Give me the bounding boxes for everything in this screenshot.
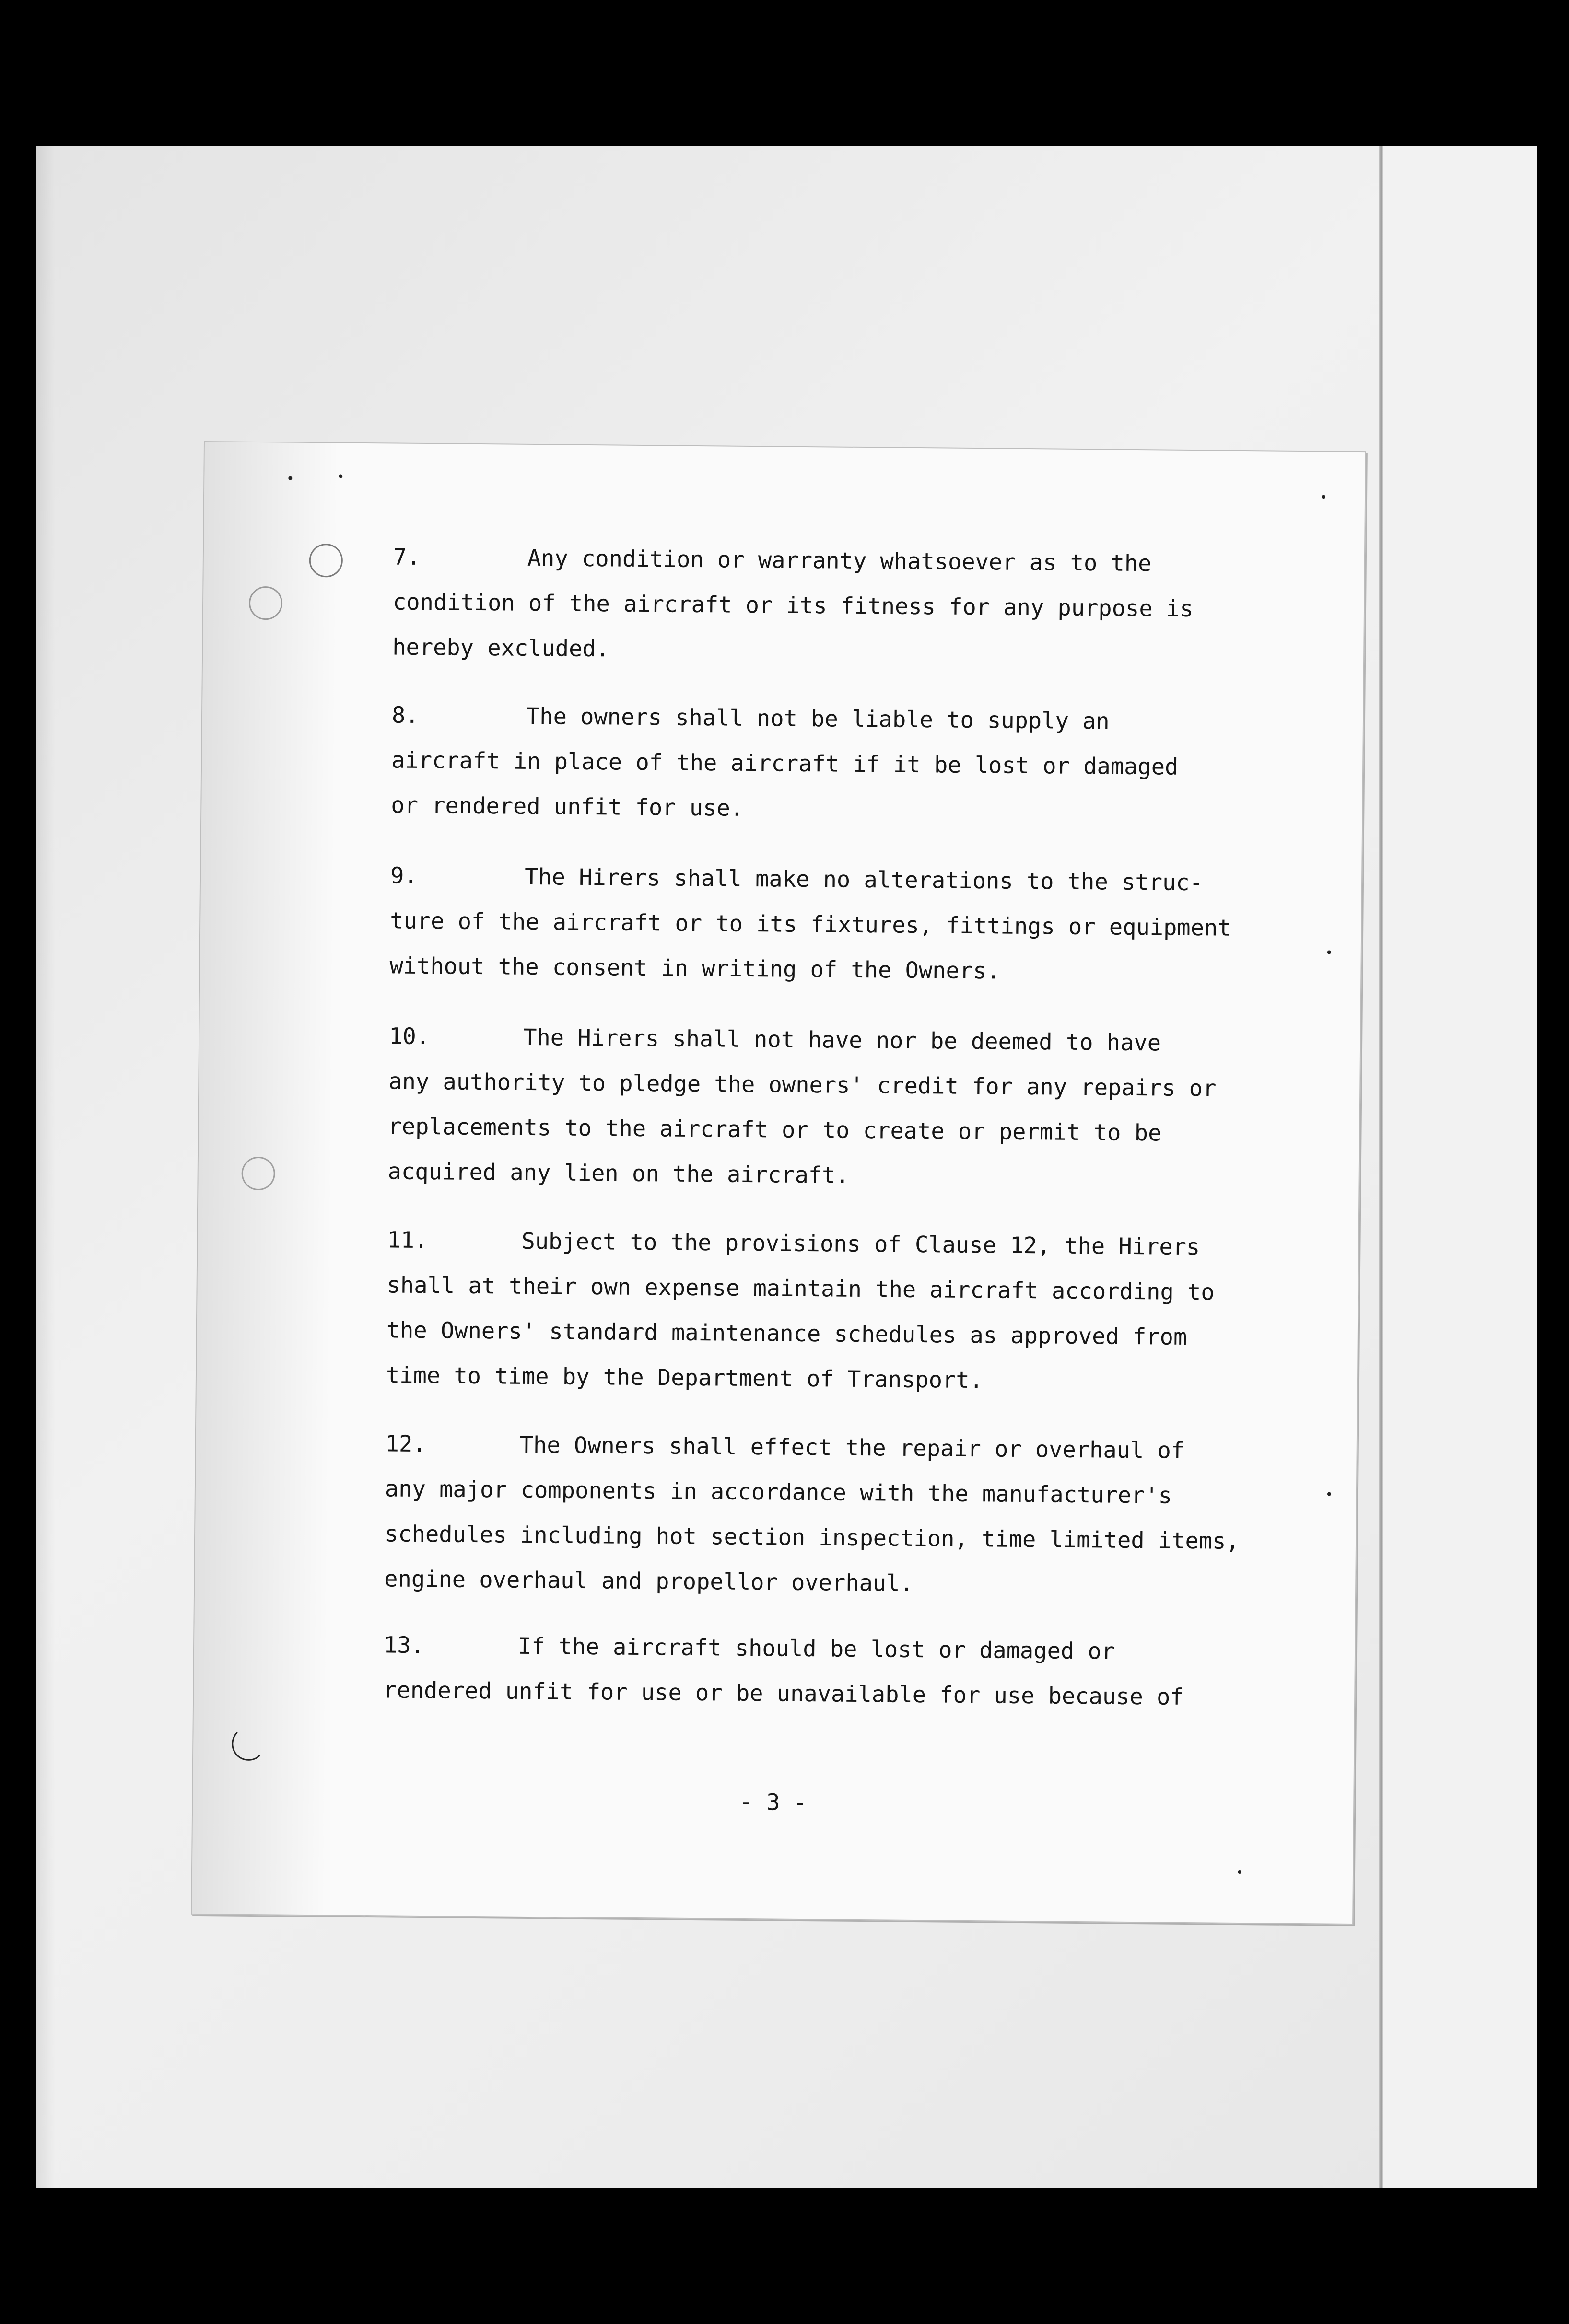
punch-hole-bottom-left: [232, 1727, 266, 1761]
clause-text: time to time by the Department of Transport.: [386, 1362, 984, 1394]
punch-hole-middle-left: [241, 1157, 275, 1191]
clause-line: [392, 625, 1313, 678]
clause-line: [390, 898, 1311, 952]
speck: [1238, 1870, 1241, 1874]
clause-text: replacements to the aircraft or to create or permit to be: [388, 1113, 1162, 1147]
clause-number: 10.: [388, 1023, 430, 1050]
clause-text: The owners shall not be liable to supply an: [526, 703, 1110, 735]
clause-line: [389, 1014, 1310, 1067]
clause-text: Subject to the provisions of Clause 12, the Hirers: [521, 1228, 1200, 1261]
clause-number: 11.: [387, 1227, 428, 1254]
clause-line: [385, 1421, 1306, 1475]
clause-text: schedules including hot section inspection, time limited items,: [384, 1521, 1240, 1555]
clause-text: without the consent in writing of the Owners.: [389, 953, 1000, 985]
clause-text: the Owners' standard maintenance schedules as approved from: [386, 1317, 1187, 1350]
clause-text: Any condition or warranty whatsoever as to the: [527, 545, 1152, 577]
document-page: [191, 441, 1366, 1925]
clause-12: [384, 1421, 1306, 1610]
clause-line: [389, 943, 1311, 997]
clause-line: [390, 853, 1311, 906]
clause-line: [392, 693, 1313, 746]
clause-9: [389, 853, 1311, 997]
clause-line: [393, 535, 1314, 588]
clause-line: [384, 1623, 1305, 1676]
clause-text: rendered unfit for use or be unavailable for use because of: [383, 1677, 1184, 1710]
clause-line: [391, 783, 1312, 836]
clause-text: acquired any lien on the aircraft.: [387, 1158, 849, 1189]
clause-line: [386, 1353, 1307, 1406]
clause-text: condition of the aircraft or its fitness for any purpose is: [392, 589, 1194, 623]
clause-text: or rendered unfit for use.: [391, 792, 744, 822]
fold-line: [1379, 146, 1383, 2188]
clause-text: The Hirers shall make no alterations to the struc-: [524, 863, 1204, 896]
clause-8: [391, 693, 1312, 836]
clause-number: 7.: [393, 544, 421, 570]
clause-text: The Hirers shall not have nor be deemed to have: [523, 1024, 1161, 1057]
clause-line: [388, 1059, 1310, 1112]
clause-text: any authority to pledge the owners' credit for any repairs or: [388, 1068, 1217, 1102]
clause-line: [386, 1263, 1308, 1316]
clause-line: [387, 1218, 1308, 1271]
clause-text: If the aircraft should be lost or damaged or: [517, 1633, 1115, 1665]
speck: [1322, 495, 1325, 499]
clause-text: hereby excluded.: [392, 634, 610, 662]
clause-line: [385, 1466, 1306, 1520]
speck: [1327, 1492, 1331, 1496]
clause-11: [386, 1218, 1308, 1406]
clause-line: [383, 1668, 1304, 1721]
speck: [288, 476, 292, 480]
clause-10: [387, 1014, 1310, 1202]
right-margin-strip: [1383, 146, 1537, 2188]
punch-hole-upper-left: [249, 586, 283, 620]
clause-number: 12.: [385, 1430, 426, 1458]
clause-line: [387, 1149, 1309, 1202]
clause-number: 13.: [383, 1632, 425, 1659]
clause-number: 8.: [391, 702, 419, 729]
clause-text: The Owners shall effect the repair or overhaul of: [519, 1431, 1185, 1464]
clause-text: shall at their own expense maintain the aircraft according to: [386, 1272, 1215, 1306]
clause-text: ture of the aircraft or to its fixtures, fittings or equipment: [390, 907, 1231, 941]
clause-text: aircraft in place of the aircraft if it be lost or damaged: [391, 747, 1179, 780]
speck: [1327, 950, 1331, 954]
speck: [339, 474, 342, 478]
clause-line: [391, 738, 1312, 791]
clause-text: engine overhaul and propellor overhaul.: [384, 1566, 914, 1597]
clause-7: [392, 535, 1314, 678]
clause-line: [388, 1104, 1309, 1157]
clause-number: 9.: [390, 862, 418, 889]
page-number: - 3 -: [739, 1789, 808, 1816]
clause-line: [393, 580, 1314, 633]
clause-text: any major components in accordance with the manufacturer's: [385, 1476, 1172, 1509]
punch-hole-top: [309, 544, 343, 578]
clause-line: [384, 1557, 1305, 1610]
clause-line: [386, 1308, 1307, 1361]
clause-13: [383, 1623, 1305, 1721]
clause-line: [385, 1511, 1306, 1565]
